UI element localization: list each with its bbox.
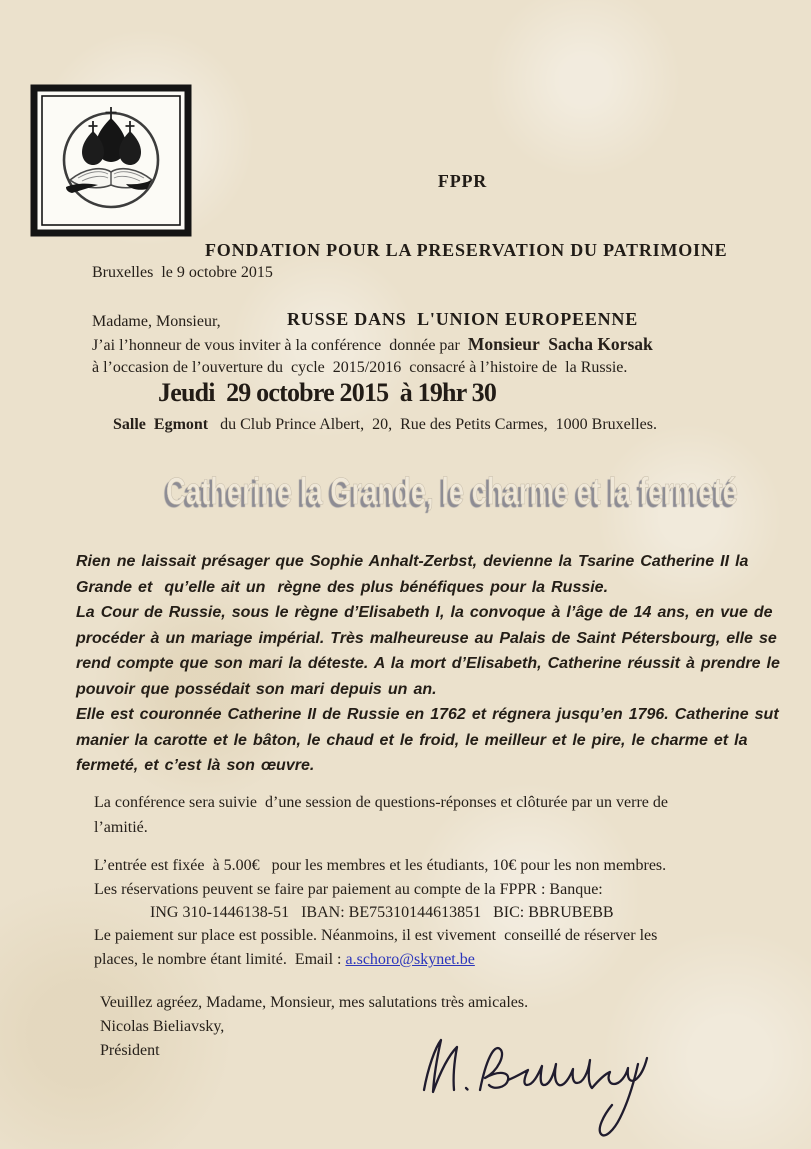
- abstract-line: pouvoir que possédait son mari depuis un an.: [76, 680, 437, 698]
- abstract-line: Grande et qu’elle ait un règne des plus bénéfiques pour la Russie.: [76, 578, 609, 596]
- handwritten-signature-icon: [412, 998, 652, 1148]
- venue-address: du Club Prince Albert, 20, Rue des Petits Carmes, 1000 Bruxelles.: [208, 416, 657, 433]
- signer-name: Nicolas Bieliavsky,: [100, 1018, 225, 1035]
- venue-room: Salle Egmont: [113, 416, 209, 433]
- dateline: Bruxelles le 9 octobre 2015: [92, 264, 273, 281]
- org-name-line-1: FONDATION POUR LA PRESERVATION DU PATRIMOINE: [205, 240, 728, 260]
- signer-title: Président: [100, 1042, 160, 1059]
- abstract-line: La Cour de Russie, sous le règne d’Elisabeth I, la convoque à l’âge de 14 ans, en vue de: [76, 604, 773, 621]
- closing-line: Veuillez agréez, Madame, Monsieur, mes salutations très amicales.: [100, 994, 529, 1011]
- payment-line-1: Le paiement sur place est possible. Néanmoins, il est vivement conseillé de réserver les: [94, 927, 658, 944]
- speaker-name: Monsieur Sacha Korsak: [467, 334, 653, 354]
- payment-line-2: [94, 949, 475, 971]
- talk-title: Catherine la Grande, le charme et la fermeté: [166, 471, 738, 513]
- pricing-line: L’entrée est fixée à 5.00€ pour les membres et les étudiants, 10€ pour les non membres.: [94, 857, 667, 874]
- followup-line-2: l’amitié.: [94, 819, 148, 836]
- payment-text: places, le nombre étant limité. Email :: [94, 951, 346, 968]
- abstract-line: manier la carotte et le bâton, le chaud et le froid, le meilleur et le pire, le charme et la: [76, 731, 748, 749]
- domes-book-logo-icon: [30, 84, 192, 237]
- intro-line-2: à l’occasion de l’ouverture du cycle 2015/2016 consacré à l’histoire de la Russie.: [92, 359, 628, 376]
- venue-line: [113, 414, 657, 436]
- abstract-line: Rien ne laissait présager que Sophie Anhalt-Zerbst, devienne la Tsarine Catherine II la: [76, 553, 749, 570]
- salutation: Madame, Monsieur,: [92, 313, 221, 330]
- followup-line-1: La conférence sera suivie d’une session de questions-réponses et clôturée par un verre de: [94, 794, 668, 811]
- org-name-line-2: RUSSE DANS L'UNION EUROPEENNE: [286, 309, 639, 329]
- bank-details-line: ING 310-1446138-51 IBAN: BE75310144613851 BIC: BBRUBEBB: [150, 904, 614, 921]
- org-abbr: FPPR: [437, 171, 488, 191]
- abstract-line: Elle est couronnée Catherine II de Russie en 1762 et régnera jusqu’en 1796. Catherine sut: [76, 706, 779, 723]
- abstract-line: rend compte que son mari la déteste. A la mort d’Elisabeth, Catherine réussit à prendre le: [76, 655, 780, 672]
- intro-line-1: [92, 333, 653, 357]
- abstract-line: procéder à un mariage impérial. Très malheureuse au Palais de Saint Pétersbourg, elle se: [76, 629, 777, 647]
- reservation-line: Les réservations peuvent se faire par paiement au compte de la FPPR : Banque:: [94, 881, 603, 898]
- abstract-line: fermeté, et c’est là son œuvre.: [76, 757, 315, 774]
- intro-text: J’ai l’honneur de vous inviter à la conférence donnée par: [92, 337, 468, 354]
- event-datetime: Jeudi 29 octobre 2015 à 19hr 30: [158, 378, 497, 407]
- email-link[interactable]: a.schoro@skynet.be: [345, 951, 475, 968]
